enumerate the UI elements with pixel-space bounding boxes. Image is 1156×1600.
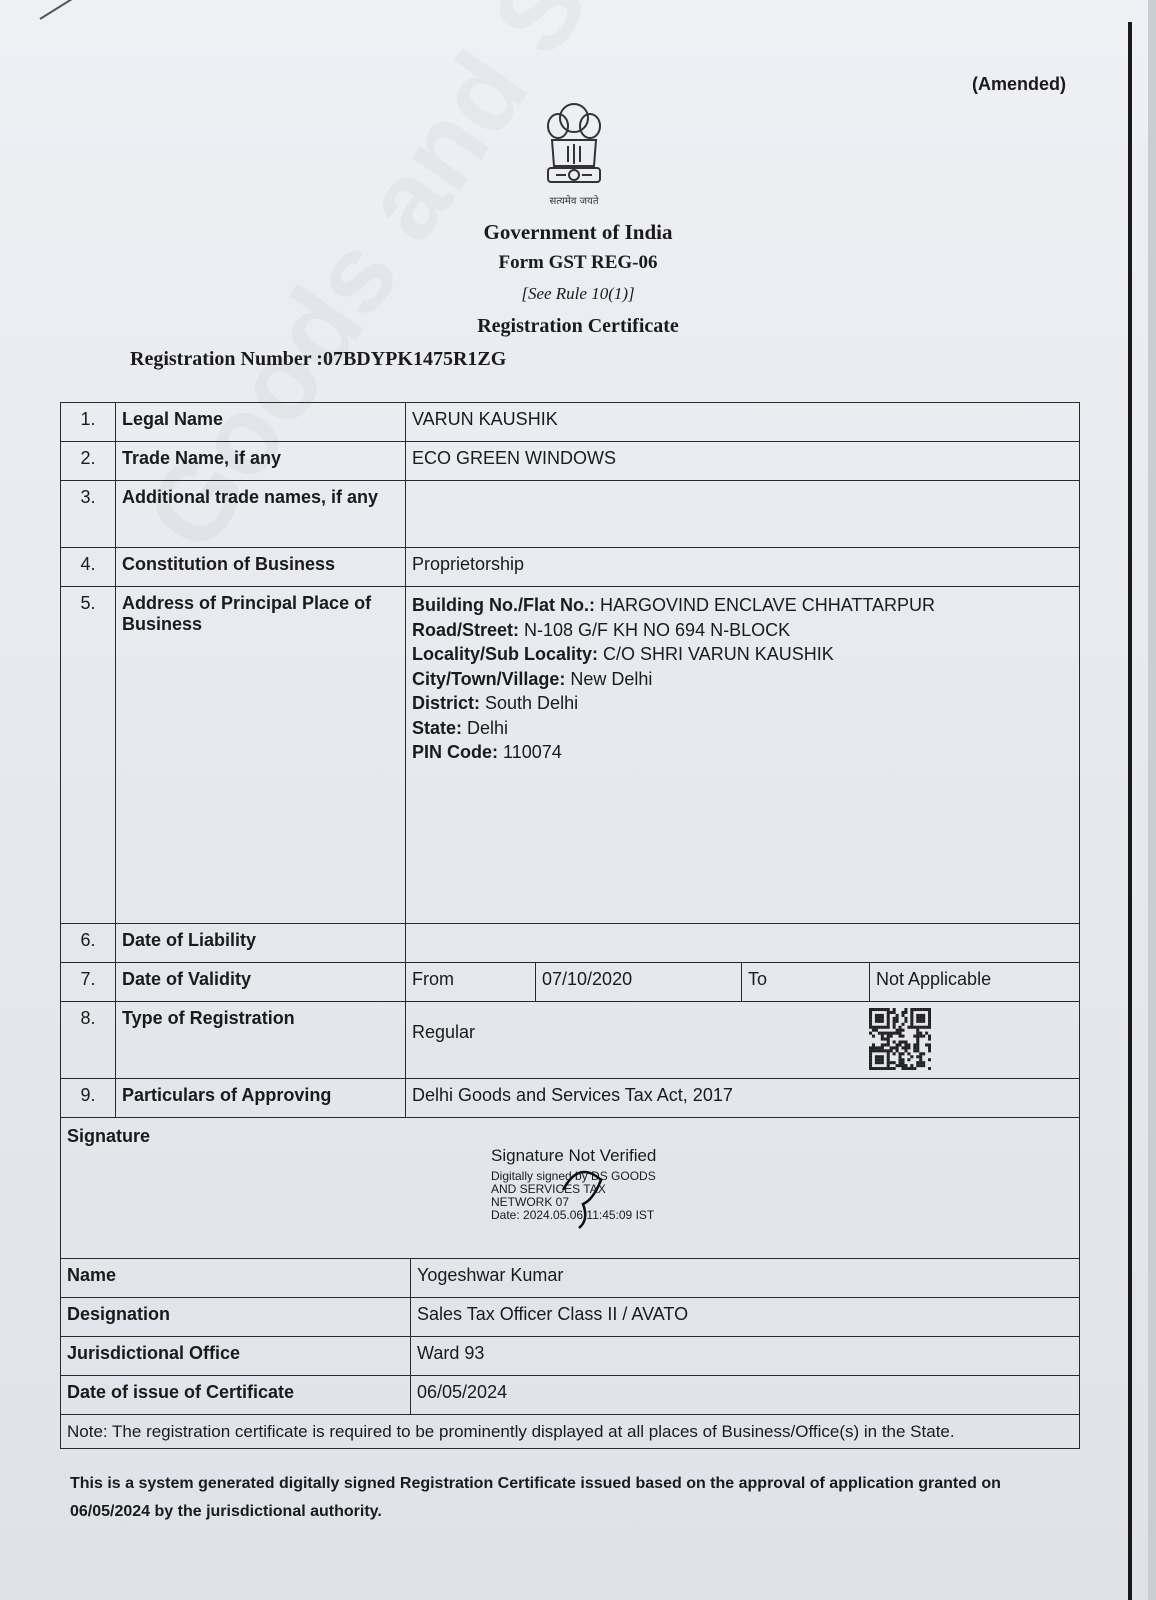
signature-line: AND SERVICES TAX bbox=[491, 1182, 606, 1196]
display-note: Note: The registration certificate is required to be prominently displayed at all places of Business/Office(s) in the State. bbox=[60, 1415, 1080, 1449]
row-number: 3. bbox=[61, 481, 116, 547]
table-row bbox=[60, 548, 1080, 587]
amended-label: (Amended) bbox=[972, 74, 1066, 94]
trade-name-value: ECO GREEN WINDOWS bbox=[412, 448, 617, 468]
row-number: 9. bbox=[61, 1079, 116, 1117]
row-label: Type of Registration bbox=[116, 1002, 406, 1078]
address-line: City/Town/Village: New Delhi bbox=[412, 668, 653, 689]
table-row bbox=[60, 587, 1080, 924]
table-row bbox=[60, 1298, 1080, 1337]
additional-trade-names-value bbox=[406, 481, 1079, 547]
table-row bbox=[60, 1002, 1080, 1079]
table-row bbox=[60, 1337, 1080, 1376]
row-label: Trade Name, if any bbox=[116, 442, 406, 480]
officer-label: Name bbox=[61, 1259, 411, 1297]
row-number: 7. bbox=[61, 963, 116, 1001]
legal-name-value: VARUN KAUSHIK bbox=[412, 409, 558, 429]
issue-date-value: 06/05/2024 bbox=[417, 1382, 508, 1402]
row-number: 8. bbox=[61, 1002, 116, 1078]
designation-value: Sales Tax Officer Class II / AVATO bbox=[417, 1304, 689, 1324]
certificate-title: Registration Certificate bbox=[477, 315, 679, 337]
jurisdictional-office-value: Ward 93 bbox=[417, 1343, 485, 1363]
form-title: Form GST REG-06 bbox=[498, 252, 658, 273]
rule-reference: [See Rule 10(1)] bbox=[521, 284, 635, 303]
signature-label: Signature bbox=[67, 1126, 151, 1146]
signature-status: Signature Not Verified bbox=[491, 1146, 657, 1165]
address-line: Building No./Flat No.: HARGOVIND ENCLAVE CHHATTARPUR bbox=[412, 595, 936, 615]
qr-code-icon bbox=[869, 1008, 931, 1070]
validity-from-label: From bbox=[406, 963, 536, 1001]
officer-label: Date of issue of Certificate bbox=[61, 1376, 411, 1414]
signature-line: NETWORK 07 bbox=[491, 1195, 570, 1209]
validity-from-date: 07/10/2020 bbox=[536, 963, 742, 1001]
table-row bbox=[60, 442, 1080, 481]
row-label: Address of Principal Place of Business bbox=[116, 587, 406, 923]
signature-line: Digitally signed by DS GOODS bbox=[491, 1169, 656, 1183]
table-row bbox=[60, 1079, 1080, 1118]
row-label: Legal Name bbox=[116, 403, 406, 441]
address-line: Locality/Sub Locality: C/O SHRI VARUN KAUSHIK bbox=[412, 644, 834, 664]
table-row bbox=[60, 481, 1080, 548]
officer-label: Designation bbox=[61, 1298, 411, 1336]
address-value bbox=[406, 587, 1079, 923]
digital-signature bbox=[491, 1146, 656, 1222]
certificate-table bbox=[60, 402, 1080, 1449]
date-of-liability-value bbox=[406, 924, 1079, 962]
row-number: 5. bbox=[61, 587, 116, 923]
address-line: State: Delhi bbox=[412, 717, 509, 738]
table-row bbox=[60, 1376, 1080, 1415]
address-line: PIN Code: 110074 bbox=[412, 742, 562, 762]
address-line: Road/Street: N-108 G/F KH NO 694 N-BLOCK bbox=[412, 619, 791, 640]
row-label: Date of Liability bbox=[116, 924, 406, 962]
row-number: 1. bbox=[61, 403, 116, 441]
row-label: Particulars of Approving bbox=[116, 1079, 406, 1117]
row-label: Date of Validity bbox=[116, 963, 406, 1001]
row-number: 2. bbox=[61, 442, 116, 480]
validity-to-label: To bbox=[742, 963, 870, 1001]
table-row bbox=[60, 1259, 1080, 1298]
officer-name-value: Yogeshwar Kumar bbox=[417, 1265, 564, 1285]
row-number: 6. bbox=[61, 924, 116, 962]
row-label: Additional trade names, if any bbox=[116, 481, 406, 547]
table-row bbox=[60, 963, 1080, 1002]
row-number: 4. bbox=[61, 548, 116, 586]
officer-label: Jurisdictional Office bbox=[61, 1337, 411, 1375]
government-title: Government of India bbox=[483, 220, 673, 244]
validity-to-value: Not Applicable bbox=[876, 969, 992, 989]
national-emblem-icon bbox=[538, 96, 610, 204]
row-label: Constitution of Business bbox=[116, 548, 406, 586]
signature-section bbox=[60, 1118, 1080, 1259]
footer-statement: This is a system generated digitally signed Registration Certificate issued based on the approval of application granted on 06/05/2024 by the jurisdictional authority. bbox=[70, 1475, 1001, 1520]
signature-scribble-icon bbox=[549, 1160, 619, 1230]
address-line: District: South Delhi bbox=[412, 693, 579, 713]
registration-type-value: Regular bbox=[412, 1022, 476, 1042]
signature-date: Date: 2024.05.06 11:45:09 IST bbox=[491, 1208, 655, 1222]
constitution-value: Proprietorship bbox=[412, 554, 525, 574]
approving-act-value: Delhi Goods and Services Tax Act, 2017 bbox=[412, 1085, 733, 1105]
emblem-caption: सत्यमेव जयते bbox=[549, 196, 599, 207]
table-row bbox=[60, 924, 1080, 963]
table-row bbox=[60, 402, 1080, 442]
registration-number: Registration Number :07BDYPK1475R1ZG bbox=[130, 348, 507, 370]
